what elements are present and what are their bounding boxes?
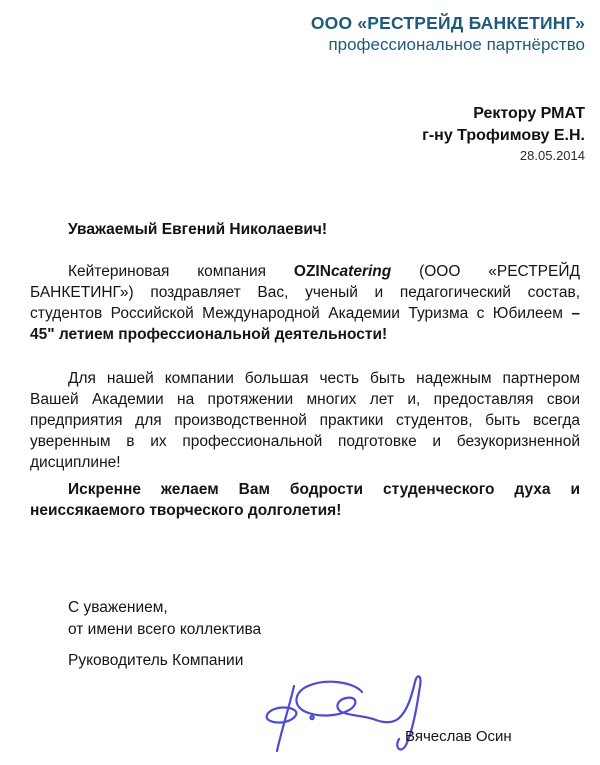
closing-line-1: С уважением,	[68, 599, 168, 616]
salutation: Уважаемый Евгений Николаевич!	[68, 221, 328, 238]
signer-job-title: Руководитель Компании	[68, 652, 244, 669]
brand-name-italic: catering	[330, 263, 392, 280]
recipient-block	[422, 103, 585, 165]
paragraph-1-lead: Кейтериновая компания	[68, 263, 294, 280]
letter-date: 28.05.2014	[519, 148, 585, 163]
recipient-line-2: г-ну Трофимову Е.Н.	[422, 127, 585, 144]
paragraph-1	[30, 261, 580, 345]
letterhead-company-name: ООО «РЕСТРЕЙД БАНКЕТИНГ»	[310, 13, 585, 33]
signer-name: Вячеслав Осин	[405, 728, 512, 745]
letterhead	[311, 12, 585, 56]
closing-line-2: от имени всего коллектива	[68, 621, 262, 638]
paragraph-2: Для нашей компании большая честь быть надежным партнером Вашей Академии на протяжении многих лет и, предоставляя свои предприятия для производственной практики студентов, быть всегда уверенным в их профессиональной подготовке и безукоризненной дисциплине!	[30, 370, 580, 471]
paragraph-1-bold-tail: – 45" летием профессиональной деятельности!	[30, 305, 580, 343]
brand-name-bold: OZIN	[293, 263, 331, 280]
paragraph-3: Искренне желаем Вам бодрости студенческого духа и неиссякаемого творческого долголетия!	[30, 481, 580, 519]
paragraph-1-rest: (ООО «РЕСТРЕЙД БАНКЕТИНГ») поздравляет Вас, ученый и педагогический состав, студентов Российской Международной Академии Туризма с Юбилеем	[30, 263, 580, 322]
letterhead-tagline: профессиональное партнёрство	[328, 35, 585, 54]
closing-block	[68, 597, 261, 641]
recipient-line-1: Ректору РМАТ	[473, 105, 585, 122]
